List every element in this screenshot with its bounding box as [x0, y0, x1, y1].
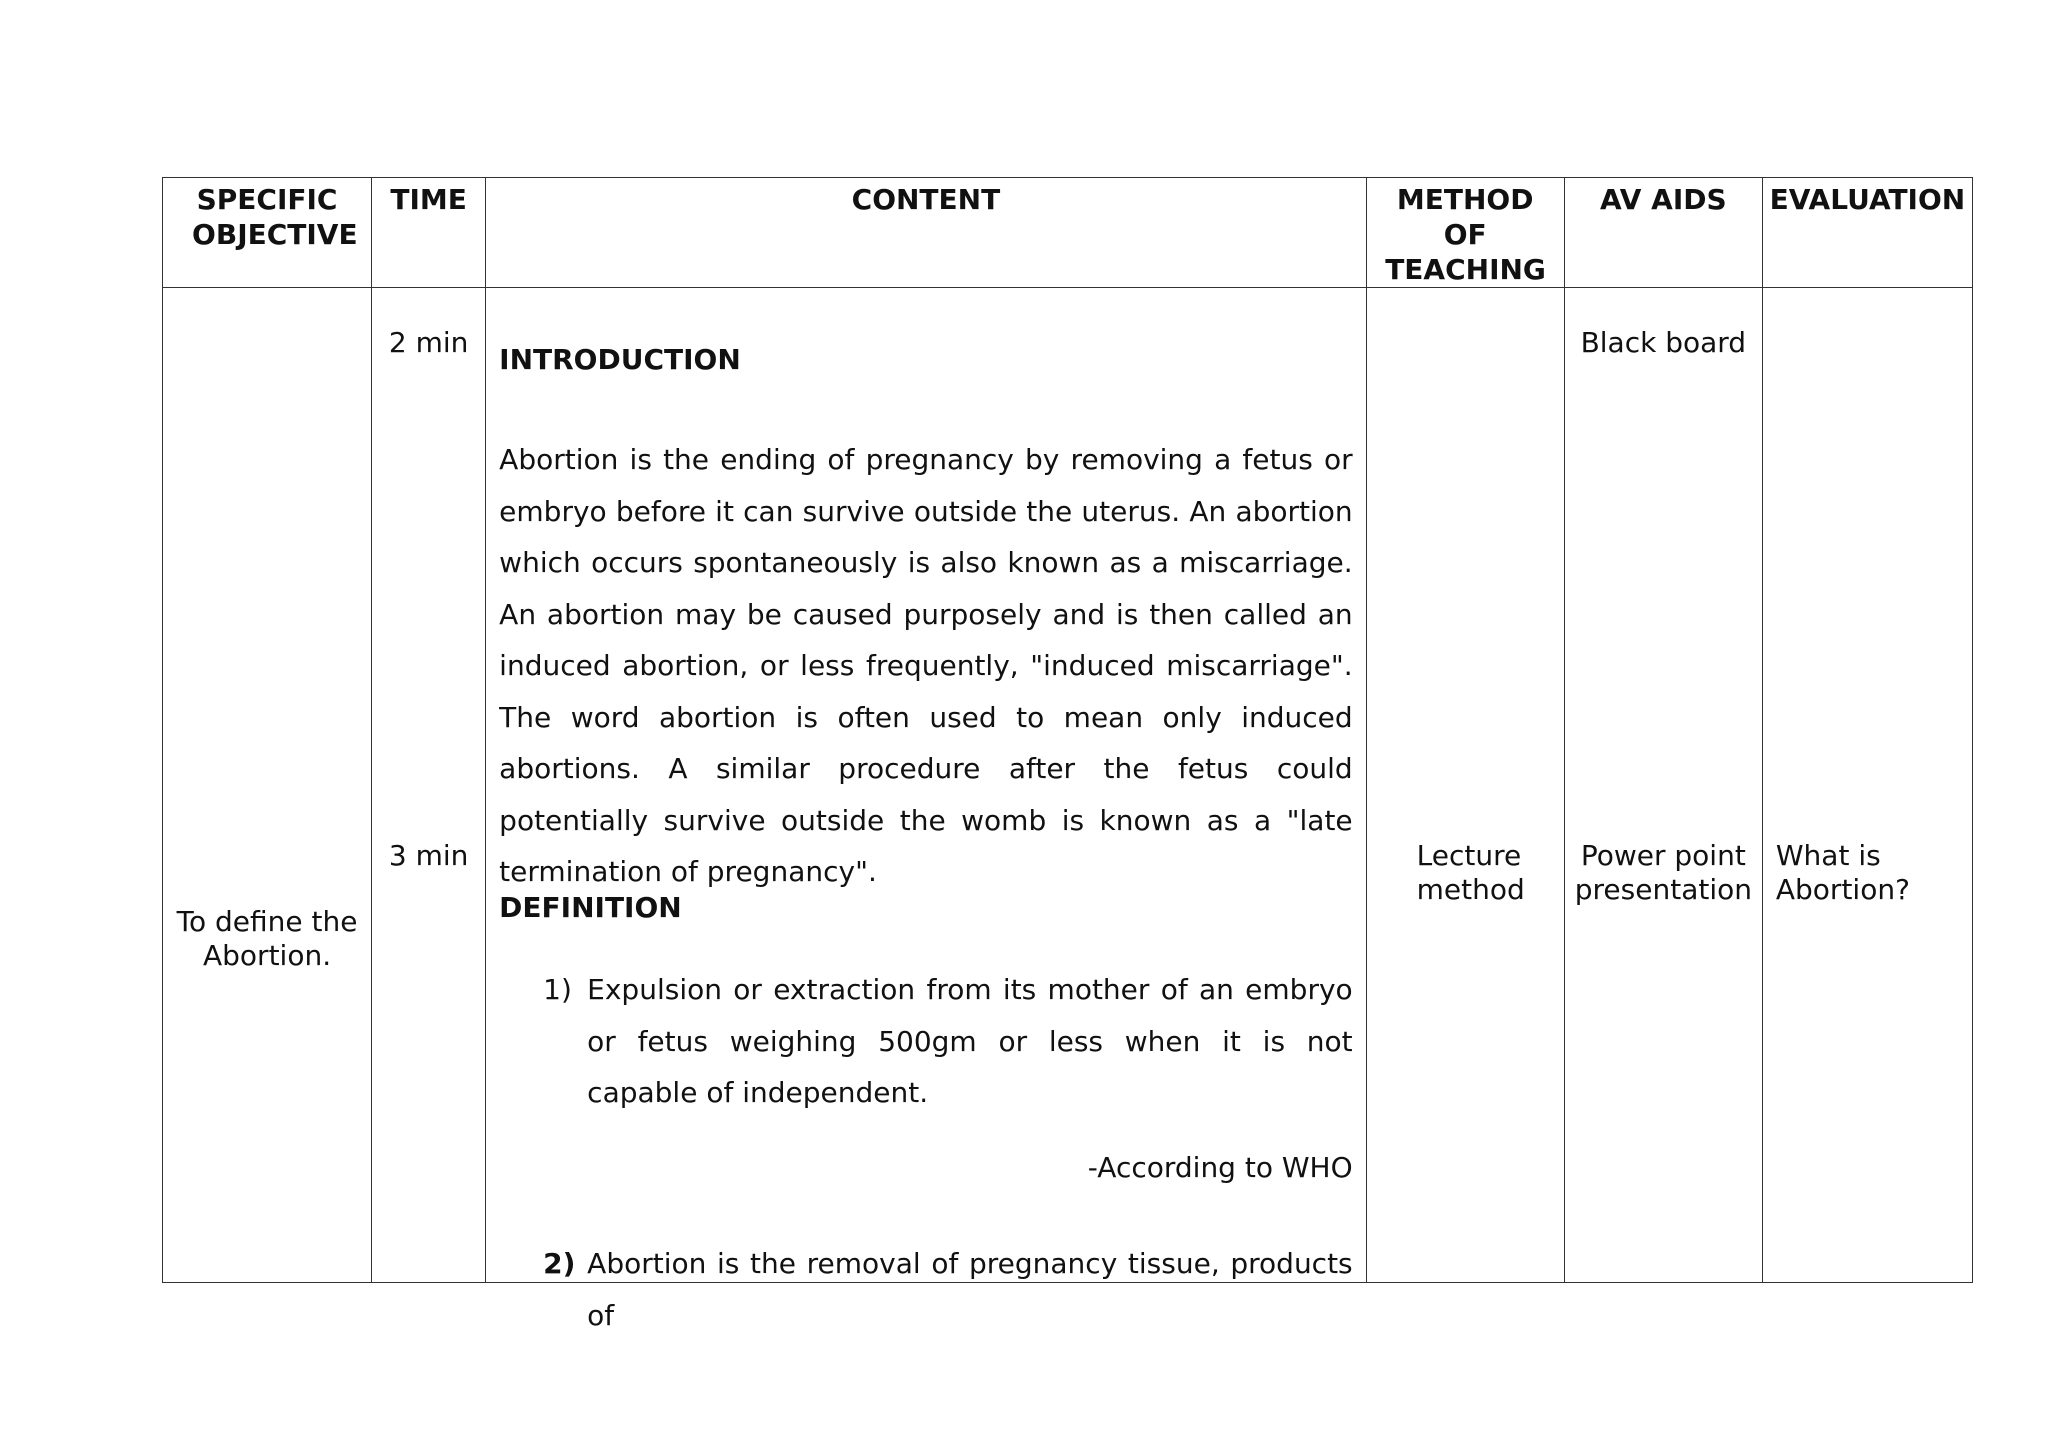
list-number: 1) — [543, 973, 572, 1006]
header-method-of-teaching: METHOD OF TEACHING — [1366, 178, 1564, 288]
method-cell — [1366, 288, 1564, 1283]
time-cell — [372, 288, 486, 1283]
content-cell — [486, 288, 1366, 1332]
lesson-plan-table — [162, 177, 1973, 1332]
objective-cell — [163, 288, 372, 1283]
header-row — [163, 178, 1973, 288]
av-aid-blackboard: Black board — [1580, 326, 1747, 359]
time-definition: 3 min — [388, 839, 469, 872]
header-evaluation: EVALUATION — [1762, 178, 1972, 288]
objective-text: To define the Abortion. — [176, 905, 358, 972]
av-aid-powerpoint: Power point presentation — [1574, 839, 1752, 906]
introduction-heading: INTRODUCTION — [499, 343, 741, 376]
definition-heading: DEFINITION — [499, 891, 682, 924]
time-intro: 2 min — [388, 326, 469, 359]
attribution-text: -According to WHO — [1087, 1151, 1353, 1184]
header-av-aids: AV AIDS — [1564, 178, 1762, 288]
header-time: TIME — [372, 178, 486, 288]
header-specific-objective: SPECIFIC OBJECTIVE — [163, 178, 372, 288]
evaluation-cell — [1762, 288, 1972, 1283]
list-number: 2) — [543, 1247, 576, 1280]
av-aids-cell — [1564, 288, 1762, 1283]
header-content: CONTENT — [486, 178, 1366, 288]
evaluation-text: What is Abortion? — [1775, 839, 1910, 906]
definition-text: Expulsion or extraction from its mother of an embryo or fetus weighing 500gm or less when it is not capable of independent. — [587, 973, 1353, 1109]
definition-text: Abortion is the removal of pregnancy tissue, products of — [587, 1247, 1353, 1332]
table-row — [163, 288, 1973, 1283]
method-text: Lecture method — [1416, 839, 1525, 906]
introduction-paragraph: Abortion is the ending of pregnancy by removing a fetus or embryo before it can survive outside the uterus. An abortion which occurs spontaneously is also known as a miscarriage. An abortion may be caused purposely and is then called an induced abortion, or less frequently, "induced miscarriage". The word abortion is often used to mean only induced abortions. A similar procedure after the fetus could potentially survive outside the womb is known as a "late termination of pregnancy". — [499, 443, 1353, 888]
